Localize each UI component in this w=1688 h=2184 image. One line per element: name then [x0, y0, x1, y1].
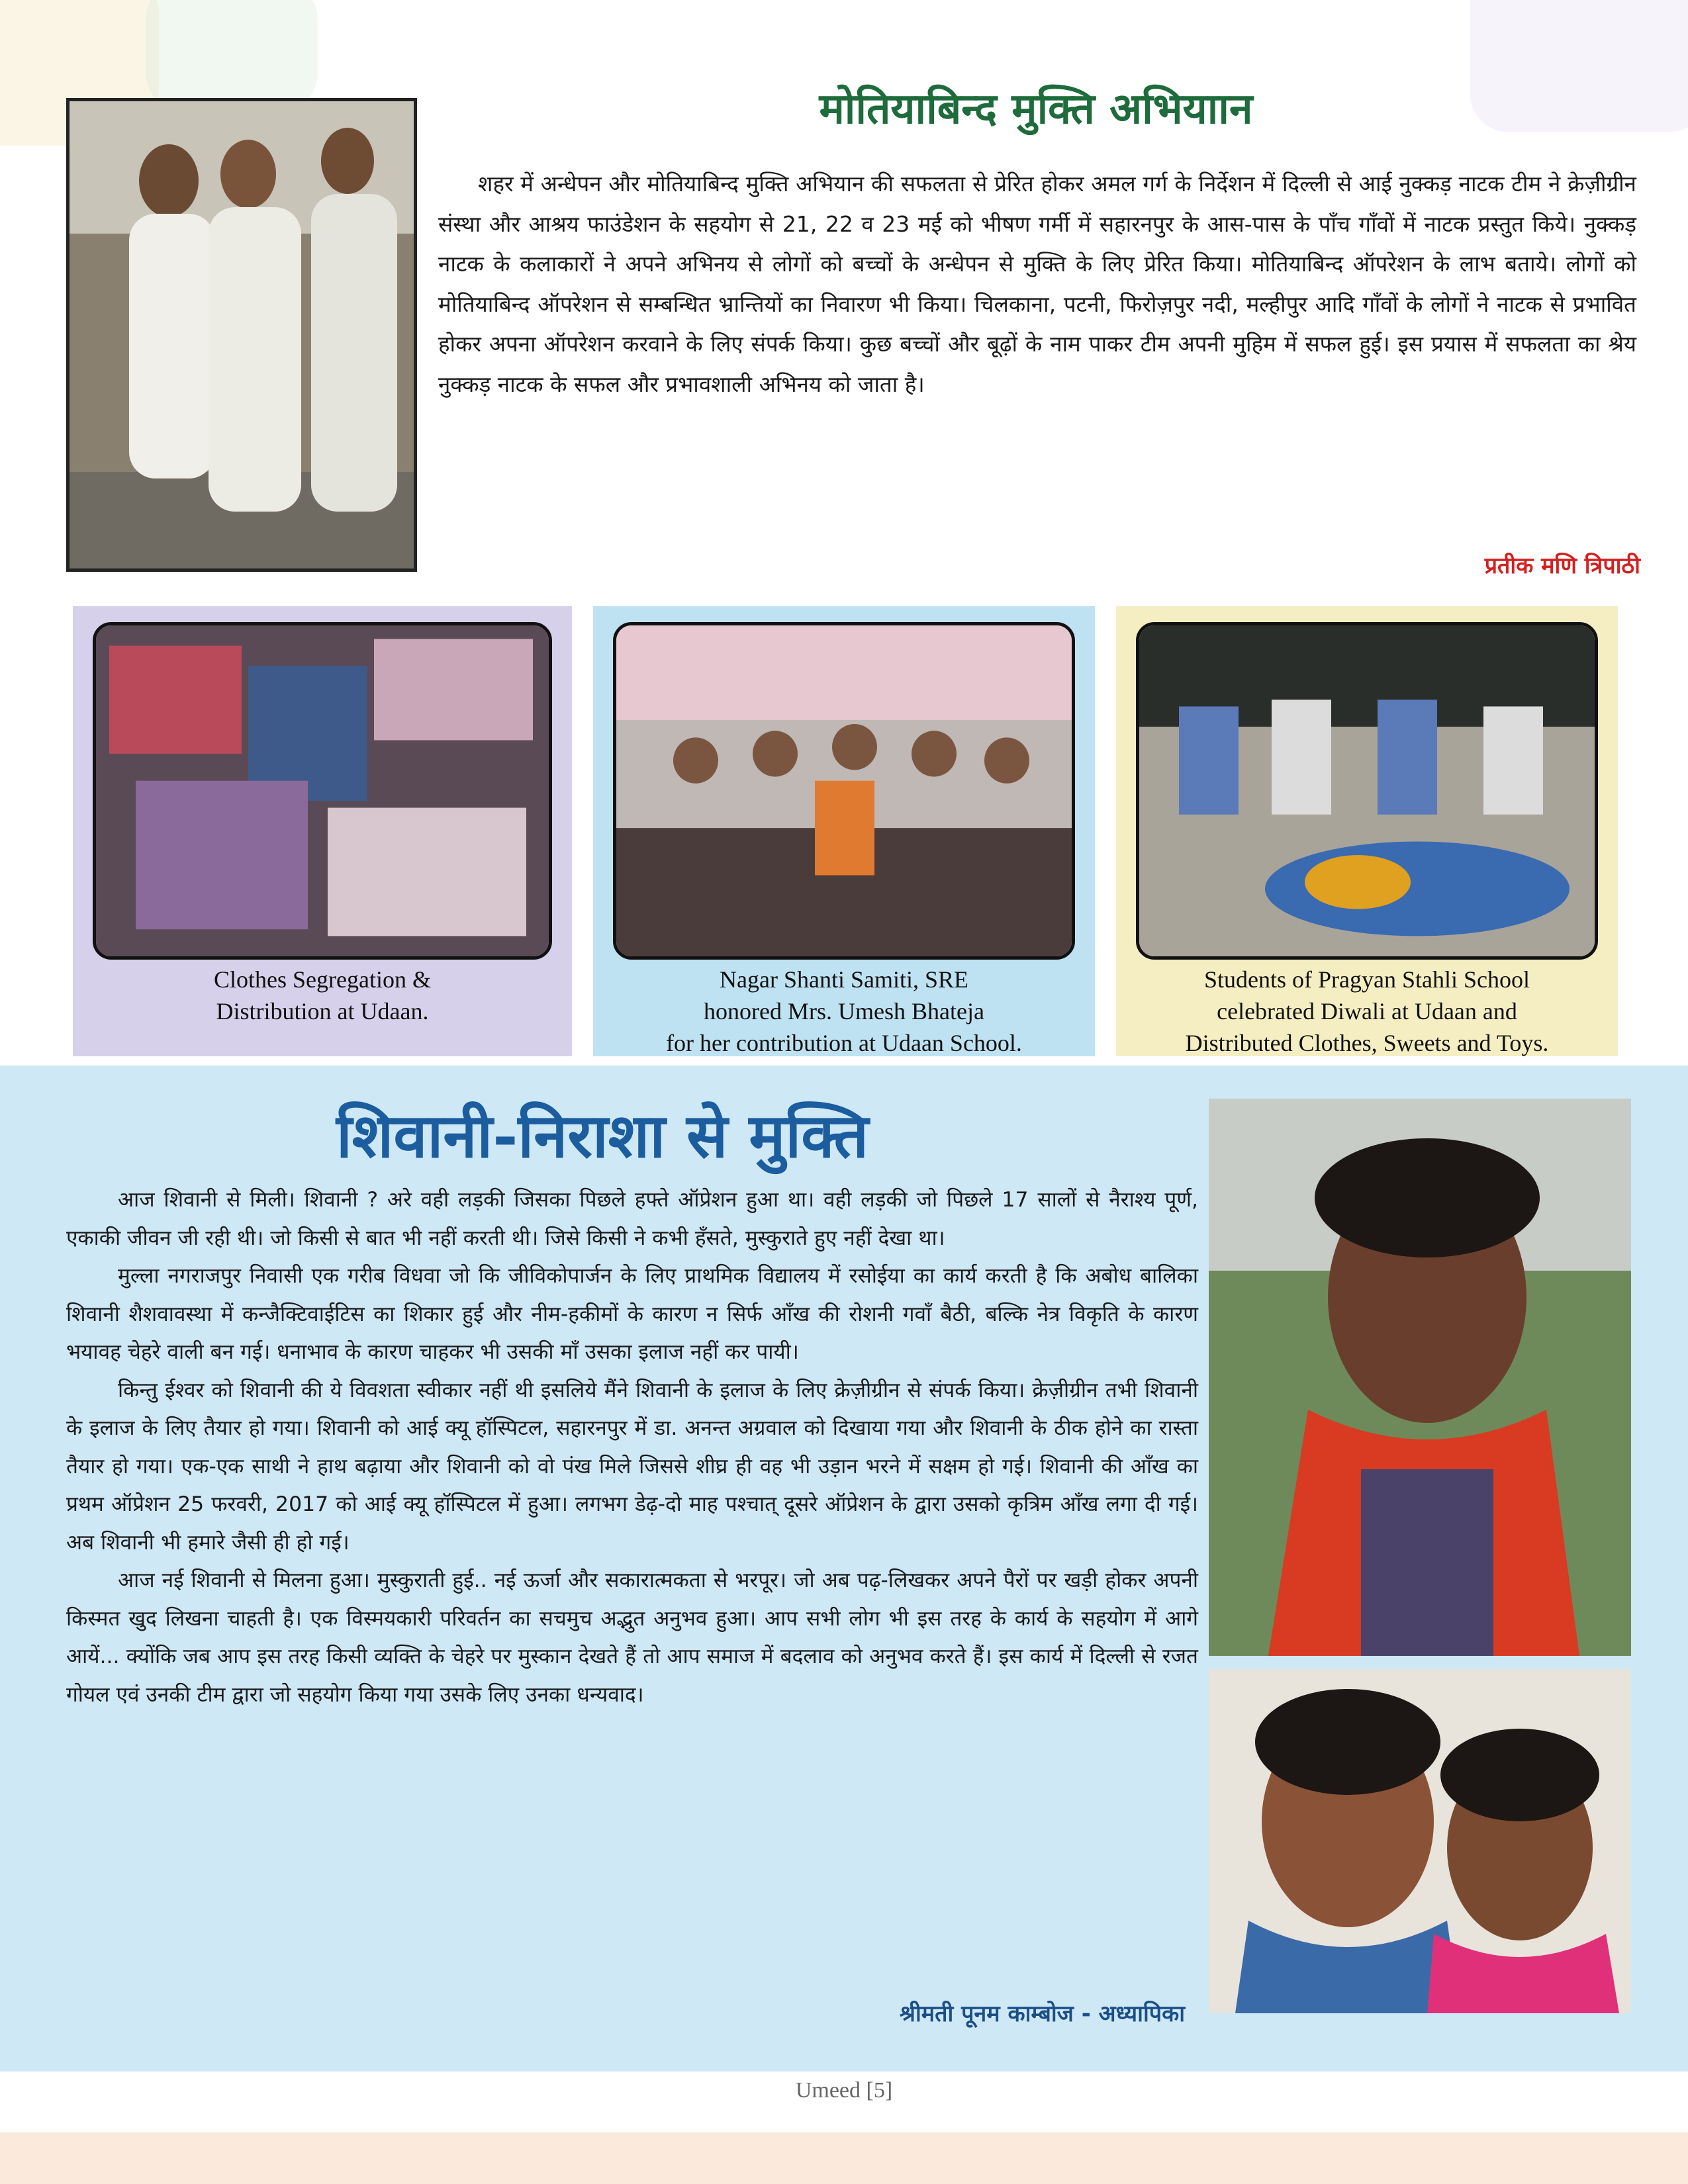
photo-image — [96, 625, 549, 956]
photo-image — [1209, 1669, 1631, 2013]
article-author: श्रीमती पूनम काम्बोज - अध्यापिका — [899, 2001, 1185, 2027]
panel-caption: Students of Pragyan Stahli School celebrated Diwali at Udaan and Distributed Clothes, Sweets and Toys. — [1185, 966, 1549, 1056]
article-author: प्रतीक मणि त्रिपाठी — [1484, 553, 1640, 579]
photo-image — [616, 625, 1072, 956]
article-paragraph: मुल्ला नगराजपुर निवासी एक गरीब विधवा जो कि जीविकोपार्जन के लिए प्राथमिक विद्यालय में रसोईया का कार्य करती है कि अबोध बालिका शिवानी शैशवावस्था में कन्जैक्टिवाईटिस का शिकार हुई और नीम-हकीमों के कारण न सिर्फ आँख की रोशनी गवाँ बैठी, बल्कि नेत्र विकृति के कारण भयावह चेहरे वाली बन गई। धनाभाव के कारण चाहकर भी उसकी माँ उसका इलाज नहीं कर पायी। — [66, 1264, 1198, 1364]
photo-image — [1139, 625, 1595, 956]
article-paragraph: आज नई शिवानी से मिलना हुआ। मुस्कुराती हुई.. नई ऊर्जा और सकारात्मकता से भरपूर। जो अब पढ़-लिखकर अपने पैरों पर खड़ी होकर अपनी किस्मत खुद लिखना चाहती है। एक विस्मयकारी परिवर्तन का सचमुच अद्भुत अनुभव हुआ। आप सभी लोग भी इस तरह के कार्य के सहयोग में आगे आयें... क्योंकि जब आप इस तरह किसी व्यक्ति के चेहरे पर मुस्कान देखते हैं तो आप समाज में बदलाव को अनुभव करते हैं। इस कार्य में दिल्ली से रजत गोयल एवं उनकी टीम द्वारा जो सहयोग किया गया उसके लिए उनका धन्यवाद। — [66, 1569, 1198, 1707]
portrait-photo-girl — [1209, 1099, 1631, 1656]
page-footer: Umeed [5] — [795, 2078, 893, 2103]
panel-caption: Nagar Shanti Samiti, SRE honored Mrs. Umesh Bhateja for her contribution at Udaan School. — [666, 966, 1022, 1056]
article-title: मोतियाबिन्द मुक्ति अभियाान — [819, 85, 1253, 134]
article-body: शहर में अन्धेपन और मोतियाबिन्द मुक्ति अभियान की सफलता से प्रेरित होकर अमल गर्ग के निर्देशन में दिल्ली से आई नुक्कड़ नाटक टीम ने क्रेज़ीग्रीन संस्था और आश्रय फाउंडेशन के सहयोग से 21, 22 व 23 मई को भीषण गर्मी में सहारनपुर के आस-पास के पाँच गाँवों में नाटक प्रस्तुत किये। नुक्कड़ नाटक के कलाकारों ने अपने अभिनय से लोगों को बच्चों के अन्धेपन से मुक्ति के लिए प्रेरित किया। मोतियाबिन्द ऑपरेशन के लाभ बताये। लोगों को मोतियाबिन्द ऑपरेशन से सम्बन्धित भ्रान्तियों का निवारण भी किया। चिलकाना, पटनी, फिरोज़पुर नदी, मल्हीपुर आदि गाँवों के लोगों ने नाटक से प्रभावित होकर अपना ऑपरेशन करवाने के लिए संपर्क किया। कुछ बच्चों और बूढ़ों के नाम पाकर टीम अपनी मुहिम में सफल हुई। इस प्रयास में सफलता का श्रेय नुक्कड़ नाटक के सफल और प्रभावशाली अभिनय को जाता है। — [438, 171, 1636, 397]
article-photo-men-standing — [66, 98, 417, 572]
photo-panel-clothes — [73, 606, 572, 1056]
article-body — [66, 1181, 1198, 1714]
article-paragraph: किन्तु ईश्वर को शिवानी की ये विवशता स्वीकार नहीं थी इसलिये मैंने शिवानी के इलाज के लिए क्रेज़ीग्रीन से संपर्क किया। क्रेज़ीग्रीन तभी शिवानी के इलाज के लिए तैयार हो गया। शिवानी को आई क्यू हॉस्पिटल, सहारनपुर में डा. अनन्त अग्रवाल को दिखाया गया और शिवानी के ठीक होने का रास्ता तैयार हो गया। एक-एक साथी ने हाथ बढ़ाया और शिवानी को वो पंख मिले जिससे शीघ्र ही वह भी उड़ान भरने में सक्षम हो गई। शिवानी की आँख का प्रथम ऑप्रेशन 25 फरवरी, 2017 को आई क्यू हॉस्पिटल में हुआ। लगभग डेढ़-दो माह पश्चात् दूसरे ऑप्रेशन के द्वारा उसको कृत्रिम आँख लगा दी गई। अब शिवानी भी हमारे जैसी ही हो गई। — [66, 1378, 1198, 1555]
photo-image — [70, 101, 414, 569]
panel-photo — [1136, 622, 1598, 960]
panel-photo — [613, 622, 1075, 960]
photo-panel-honor — [593, 606, 1095, 1056]
photo-panel-diwali — [1116, 606, 1618, 1056]
panel-caption: Clothes Segregation & Distribution at Udaan. — [214, 966, 431, 1024]
background-decoration — [146, 0, 318, 113]
photo-teacher-and-girl-smiling — [1209, 1669, 1631, 2013]
panel-photo — [93, 622, 552, 960]
article-title: शिवानी-निराशा से मुक्ति — [336, 1100, 869, 1171]
footer-strip — [0, 2132, 1688, 2184]
photo-image — [1209, 1099, 1631, 1656]
article-paragraph: आज शिवानी से मिली। शिवानी ? अरे वही लड़की जिसका पिछले हफ्ते ऑप्रेशन हुआ था। वही लड़की जो पिछले 17 सालों से नैराश्य पूर्ण, एकाकी जीवन जी रही थी। जो किसी से बात भी नहीं करती थी। जिसे किसी ने कभी हँसते, मुस्कुराते हुए नहीं देखा था। — [66, 1188, 1198, 1250]
